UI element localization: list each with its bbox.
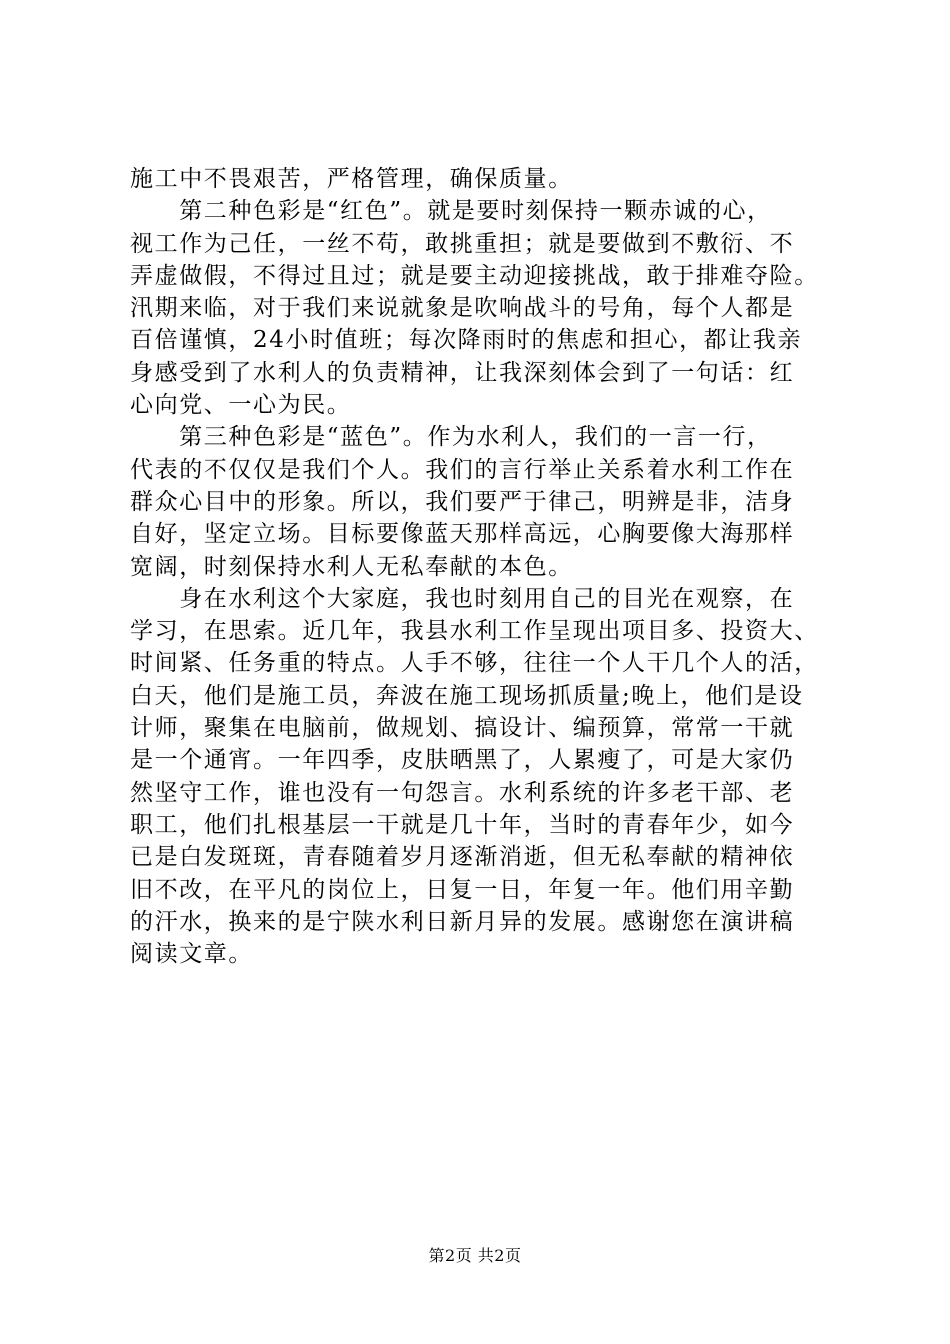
text-line: 计师，聚集在电脑前，做规划、搞设计、编预算，常常一干就 bbox=[130, 715, 795, 742]
text-line: 是一个通宵。一年四季，皮肤晒黑了，人累瘦了，可是大家仍 bbox=[130, 747, 795, 774]
text-line: 第三种色彩是“蓝色”。作为水利人，我们的一言一行， bbox=[130, 424, 772, 451]
text-line: 群众心目中的形象。所以，我们要严于律己，明辨是非，洁身 bbox=[130, 488, 795, 515]
text-line: 白天，他们是施工员，奔波在施工现场抓质量;晚上，他们是设 bbox=[130, 682, 804, 709]
text-line: 施工中不畏艰苦，严格管理，确保质量。 bbox=[130, 166, 573, 192]
text-line: 视工作为己任，一丝不苟，敢挑重担；就是要做到不敷衍、不 bbox=[130, 230, 795, 257]
text-line: 宽阔，时刻保持水利人无私奉献的本色。 bbox=[130, 553, 573, 580]
text-line: 的汗水，换来的是宁陕水利日新月异的发展。感谢您在演讲稿 bbox=[130, 908, 795, 935]
page-footer bbox=[0, 1243, 950, 1266]
text-line: 学习，在思索。近几年，我县水利工作呈现出项目多、投资大、 bbox=[130, 618, 819, 645]
text-line: 身在水利这个大家庭，我也时刻用自己的目光在观察，在 bbox=[130, 585, 795, 612]
text-line: 已是白发斑斑，青春随着岁月逐渐消逝，但无私奉献的精神依 bbox=[130, 844, 795, 871]
text-line: 心向党、一心为民。 bbox=[130, 392, 352, 419]
text-line: 弄虚做假，不得过且过；就是要主动迎接挑战，敢于排难夺险。 bbox=[130, 262, 819, 289]
text-line: 时间紧、任务重的特点。人手不够，往往一个人干几个人的活， bbox=[130, 650, 819, 677]
text-line: 汛期来临，对于我们来说就象是吹响战斗的号角，每个人都是 bbox=[130, 295, 795, 322]
text-line: 阅读文章。 bbox=[130, 941, 253, 968]
text-line: 代表的不仅仅是我们个人。我们的言行举止关系着水利工作在 bbox=[130, 456, 795, 483]
text-line: 自好，坚定立场。目标要像蓝天那样高远，心胸要像大海那样 bbox=[130, 521, 795, 548]
text-line: 身感受到了水利人的负责精神，让我深刻体会到了一句话：红 bbox=[130, 359, 795, 386]
text-line: 第二种色彩是“红色”。就是要时刻保持一颗赤诚的心， bbox=[130, 198, 772, 225]
text-line: 然坚守工作，谁也没有一句怨言。水利系统的许多老干部、老 bbox=[130, 779, 795, 806]
document-body bbox=[130, 163, 820, 970]
text-line: 旧不改，在平凡的岗位上，日复一日，年复一年。他们用辛勤 bbox=[130, 876, 795, 903]
text-line: 百倍谨慎，24小时值班；每次降雨时的焦虑和担心，都让我亲 bbox=[130, 327, 803, 354]
page-number: 第2页 共2页 bbox=[428, 1246, 522, 1265]
text-line: 职工，他们扎根基层一干就是几十年，当时的青春年少，如今 bbox=[130, 811, 795, 838]
